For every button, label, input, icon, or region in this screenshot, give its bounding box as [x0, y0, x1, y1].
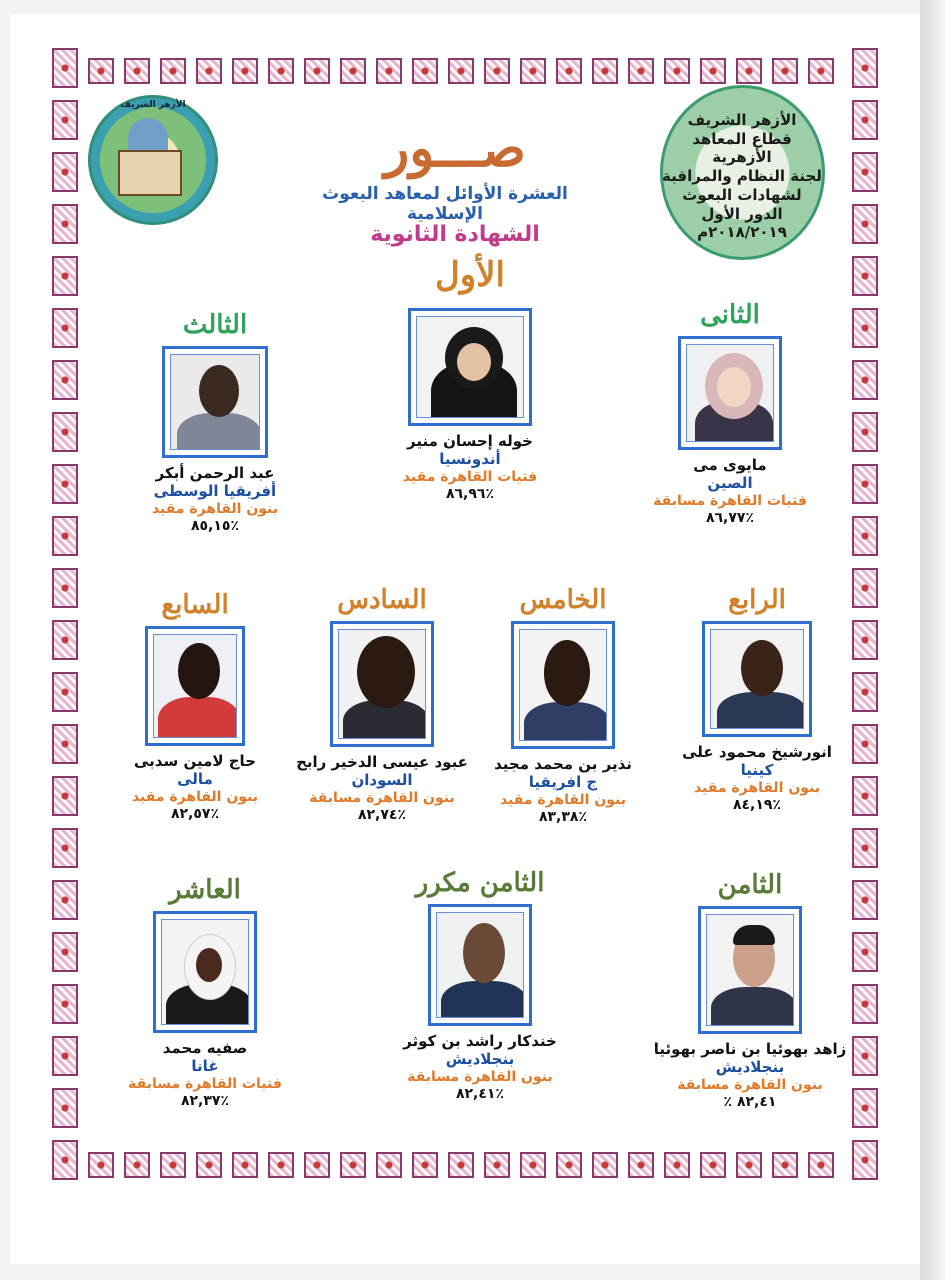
border-ornament-tile — [484, 1152, 510, 1178]
border-ornament-tile — [232, 58, 258, 84]
border-ornament-tile — [592, 58, 618, 84]
student-name: عبد الرحمن أبكر — [155, 464, 275, 482]
student-school: فتيات القاهرة مقيد — [402, 469, 538, 485]
border-ornament-tile — [412, 58, 438, 84]
student-country: مالى — [177, 770, 213, 788]
student-photo — [330, 621, 434, 747]
student-country: السودان — [351, 771, 413, 789]
student-name: صفيه محمد — [162, 1039, 248, 1057]
border-ornament-tile — [628, 1152, 654, 1178]
border-ornament-tile — [160, 1152, 186, 1178]
rank-first-label: الأول — [435, 255, 505, 295]
border-ornament-tile — [340, 1152, 366, 1178]
photo-portrait — [710, 629, 804, 729]
border-ornament-tile — [852, 256, 878, 296]
student-country: أندونسيا — [439, 450, 501, 468]
border-ornament-tile — [340, 58, 366, 84]
seal-line: لجنة النظام والمراقبة — [662, 166, 822, 185]
student-school: بنون القاهرة مقيد — [693, 780, 821, 796]
border-ornament-tile — [268, 1152, 294, 1178]
student-card-9 — [390, 868, 570, 1103]
mosque-dome-icon — [128, 118, 168, 152]
border-ornament-tile — [700, 1152, 726, 1178]
border-ornament-tile — [52, 256, 78, 296]
student-school: فتيات القاهرة مسابقة — [653, 493, 807, 509]
student-country: الصين — [707, 474, 753, 492]
student-card-7 — [105, 590, 285, 823]
student-photo — [408, 308, 532, 426]
border-ornament-tile — [52, 204, 78, 244]
student-score: ٪ ٨٢,٤١ — [723, 1094, 777, 1111]
border-ornament-tile — [852, 568, 878, 608]
student-name: خوله إحسان منير — [407, 432, 533, 450]
student-rank: السادس — [337, 585, 427, 615]
student-photo — [162, 346, 268, 458]
student-photo — [702, 621, 812, 737]
student-score: ٨٢,٧٤٪ — [357, 807, 407, 824]
student-country: بنجلاديش — [715, 1058, 785, 1076]
border-ornament-tile — [772, 58, 798, 84]
border-ornament-tile — [52, 620, 78, 660]
border-ornament-tile — [448, 58, 474, 84]
student-photo — [145, 626, 245, 746]
border-ornament-tile — [376, 58, 402, 84]
border-ornament-tile — [852, 152, 878, 192]
border-ornament-tile — [52, 828, 78, 868]
photo-portrait — [686, 344, 774, 442]
border-ornament-tile — [664, 58, 690, 84]
border-ornament-tile — [196, 1152, 222, 1178]
student-card-4 — [672, 585, 842, 814]
border-ornament-tile — [808, 58, 834, 84]
certificate-title: الشهادة الثانوية — [370, 222, 540, 247]
student-card-8 — [650, 870, 850, 1111]
border-ornament-tile — [852, 880, 878, 920]
photo-portrait — [436, 912, 524, 1018]
student-score: ٨٣,٣٨٪ — [538, 809, 588, 826]
border-ornament-tile — [852, 1036, 878, 1076]
border-ornament-tile — [852, 464, 878, 504]
border-ornament-tile — [52, 776, 78, 816]
border-ornament-tile — [52, 984, 78, 1024]
border-ornament-tile — [52, 48, 78, 88]
border-ornament-tile — [852, 672, 878, 712]
student-rank: العاشر — [169, 875, 241, 905]
border-ornament-tile — [808, 1152, 834, 1178]
border-ornament-tile — [160, 58, 186, 84]
border-ornament-tile — [592, 1152, 618, 1178]
border-ornament-tile — [520, 1152, 546, 1178]
student-name: حاج لامين سدبى — [134, 752, 256, 770]
student-score: ٨٢,٥٧٪ — [170, 806, 220, 823]
student-school: بنون القاهرة مسابقة — [309, 790, 455, 806]
border-ornament-tile — [852, 932, 878, 972]
border-ornament-tile — [52, 672, 78, 712]
border-ornament-tile — [852, 360, 878, 400]
border-ornament-tile — [52, 568, 78, 608]
border-ornament-tile — [124, 58, 150, 84]
border-ornament-tile — [52, 516, 78, 556]
border-ornament-tile — [556, 1152, 582, 1178]
border-ornament-tile — [852, 204, 878, 244]
border-ornament-tile — [736, 1152, 762, 1178]
student-card-5 — [478, 585, 648, 826]
border-ornament-tile — [52, 464, 78, 504]
border-ornament-tile — [412, 1152, 438, 1178]
student-rank: السابع — [161, 590, 229, 620]
photo-portrait — [416, 316, 524, 418]
student-photo — [511, 621, 615, 749]
student-country: كينيا — [740, 761, 774, 779]
border-ornament-tile — [852, 48, 878, 88]
border-ornament-tile — [376, 1152, 402, 1178]
border-ornament-tile — [852, 1088, 878, 1128]
border-ornament-tile — [52, 152, 78, 192]
student-country: غانا — [191, 1057, 219, 1075]
border-ornament-tile — [52, 1088, 78, 1128]
student-photo — [428, 904, 532, 1026]
student-country: ج افريقيا — [528, 773, 598, 791]
border-ornament-tile — [852, 308, 878, 348]
border-ornament-tile — [772, 1152, 798, 1178]
border-ornament-tile — [664, 1152, 690, 1178]
border-ornament-tile — [852, 724, 878, 764]
seal-left-caption: الأزهر الشريف — [120, 100, 186, 110]
border-ornament-tile — [52, 360, 78, 400]
border-ornament-tile — [268, 58, 294, 84]
student-score: ٨٤,١٩٪ — [732, 797, 782, 814]
student-photo — [153, 911, 257, 1033]
student-school: بنون القاهرة مسابقة — [677, 1077, 823, 1093]
border-ornament-tile — [52, 100, 78, 140]
photo-portrait — [338, 629, 426, 739]
border-ornament-tile — [556, 58, 582, 84]
student-score: ٨٢,٤١٪ — [455, 1086, 505, 1103]
border-ornament-tile — [52, 1036, 78, 1076]
border-ornament-tile — [124, 1152, 150, 1178]
photo-portrait — [706, 914, 794, 1026]
border-ornament-tile — [852, 516, 878, 556]
border-ornament-tile — [88, 1152, 114, 1178]
seal-line: لشهادات البعوث — [682, 186, 802, 204]
student-rank: الخامس — [519, 585, 607, 615]
border-ornament-tile — [852, 100, 878, 140]
student-score: ٨٦,٧٧٪ — [705, 510, 755, 527]
border-ornament-tile — [448, 1152, 474, 1178]
seal-line: الدور الأول ٢٠١٨/٢٠١٩م — [697, 205, 787, 241]
seal-line: قطاع المعاهد الأزهرية — [692, 130, 792, 166]
student-name: زاهد بهوئيا بن ناصر بهوئيا — [653, 1040, 847, 1058]
student-photo — [698, 906, 802, 1034]
scan-edge-shadow — [920, 0, 945, 1280]
photo-portrait — [519, 629, 607, 741]
border-ornament-tile — [484, 58, 510, 84]
student-rank: الثامن — [717, 870, 783, 900]
border-ornament-tile — [628, 58, 654, 84]
photo-portrait — [153, 634, 237, 738]
student-card-1 — [380, 308, 560, 503]
border-ornament-tile — [736, 58, 762, 84]
border-ornament-tile — [196, 58, 222, 84]
photo-portrait — [170, 354, 260, 450]
student-school: بنون القاهرة مقيد — [151, 501, 279, 517]
border-ornament-tile — [52, 880, 78, 920]
student-name: انورشيخ محمود على — [682, 743, 832, 761]
student-school: بنون القاهرة مسابقة — [407, 1069, 553, 1085]
border-ornament-tile — [304, 58, 330, 84]
student-card-6 — [292, 585, 472, 824]
student-card-3 — [125, 310, 305, 535]
border-ornament-tile — [852, 776, 878, 816]
student-school: بنون القاهرة مقيد — [499, 792, 627, 808]
student-card-10 — [115, 875, 295, 1110]
border-ornament-tile — [52, 932, 78, 972]
photo-portrait — [161, 919, 249, 1025]
student-name: مايوى مى — [693, 456, 767, 474]
student-school: بنون القاهرة مقيد — [131, 789, 259, 805]
student-photo — [678, 336, 782, 450]
border-ornament-tile — [852, 1140, 878, 1180]
border-ornament-tile — [52, 308, 78, 348]
student-card-2 — [640, 300, 820, 527]
student-score: ٨٦,٩٦٪ — [445, 486, 495, 503]
border-ornament-tile — [52, 1140, 78, 1180]
student-rank: الثامن مكرر — [415, 868, 545, 898]
student-name: عبود عيسى الدخير رابح — [296, 753, 468, 771]
student-score: ٨٥,١٥٪ — [190, 518, 240, 535]
quran-book-icon — [118, 150, 182, 196]
border-ornament-tile — [852, 620, 878, 660]
border-ornament-tile — [852, 828, 878, 868]
seal-right-text — [662, 112, 822, 243]
border-ornament-tile — [52, 412, 78, 452]
page-title: صـــور — [384, 118, 526, 179]
seal-line: الأزهر الشريف — [687, 111, 797, 129]
border-ornament-tile — [232, 1152, 258, 1178]
border-ornament-tile — [700, 58, 726, 84]
student-name: خندكار راشد بن كوثر — [403, 1032, 557, 1050]
student-name: نذير بن محمد مجيد — [494, 755, 632, 773]
border-ornament-tile — [304, 1152, 330, 1178]
border-ornament-tile — [520, 58, 546, 84]
student-rank: الثالث — [182, 310, 248, 340]
page-subtitle: العشرة الأوائل لمعاهد البعوث الإسلامية — [322, 184, 568, 224]
border-ornament-tile — [88, 58, 114, 84]
student-school: فتيات القاهرة مسابقة — [128, 1076, 282, 1092]
student-rank: الثانى — [700, 300, 760, 330]
student-country: بنجلاديش — [445, 1050, 515, 1068]
border-ornament-tile — [52, 724, 78, 764]
border-ornament-tile — [852, 984, 878, 1024]
student-country: أفريقيا الوسطى — [153, 482, 277, 500]
student-rank: الرابع — [728, 585, 786, 615]
student-score: ٨٢,٣٧٪ — [180, 1093, 230, 1110]
border-ornament-tile — [852, 412, 878, 452]
